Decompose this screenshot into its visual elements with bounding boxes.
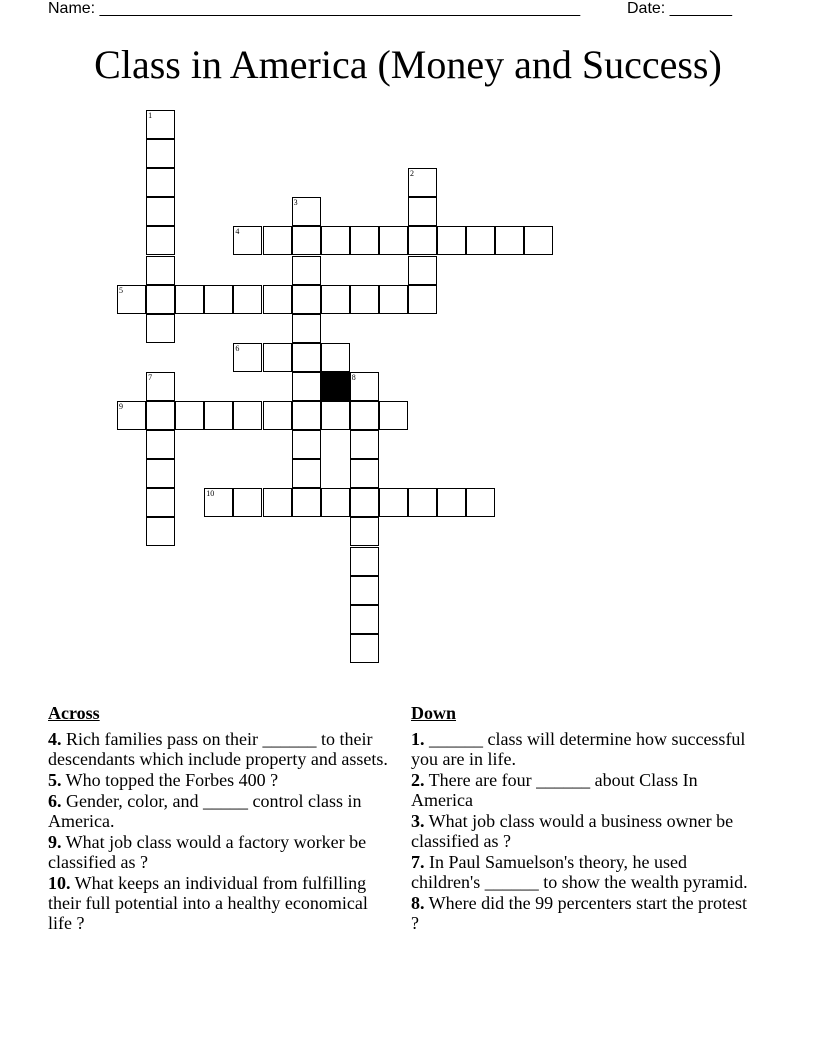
crossword-cell[interactable] — [204, 488, 233, 517]
crossword-cell[interactable] — [263, 285, 292, 314]
crossword-cell[interactable] — [263, 343, 292, 372]
crossword-cell[interactable] — [350, 401, 379, 430]
crossword-cell[interactable] — [350, 547, 379, 576]
clue-text: ______ class will determine how successful you are in life. — [411, 729, 746, 769]
crossword-cell[interactable] — [292, 488, 321, 517]
crossword-cell[interactable] — [292, 343, 321, 372]
crossword-cell[interactable] — [146, 168, 175, 197]
crossword-cell[interactable] — [350, 459, 379, 488]
crossword-cell[interactable] — [146, 226, 175, 255]
clue-text: In Paul Samuelson's theory, he used children's ______ to show the wealth pyramid. — [411, 852, 748, 892]
crossword-cell[interactable] — [321, 226, 350, 255]
clue-number-label: 1. — [411, 729, 425, 749]
date-field[interactable]: Date: _______ — [627, 0, 732, 17]
crossword-cell[interactable] — [146, 139, 175, 168]
across-clues — [48, 703, 396, 934]
crossword-cell[interactable] — [321, 343, 350, 372]
clue-text: Where did the 99 percenters start the protest ? — [411, 893, 748, 933]
clue-number: 8 — [351, 372, 356, 382]
crossword-cell[interactable] — [466, 488, 495, 517]
crossword-cell[interactable] — [379, 285, 408, 314]
clue-number-label: 5. — [48, 770, 62, 790]
crossword-cell[interactable] — [321, 401, 350, 430]
crossword-cell[interactable] — [408, 197, 437, 226]
clue-number-label: 10. — [48, 873, 71, 893]
crossword-cell[interactable] — [146, 256, 175, 285]
crossword-cell[interactable] — [146, 372, 175, 401]
crossword-cell[interactable] — [263, 488, 292, 517]
down-clue — [411, 770, 759, 810]
crossword-cell[interactable] — [408, 488, 437, 517]
across-heading: Across — [48, 703, 100, 723]
down-clue — [411, 811, 759, 851]
page-title: Class in America (Money and Success) — [94, 42, 722, 87]
across-clue — [48, 729, 396, 769]
clue-number-label: 8. — [411, 893, 425, 913]
crossword-cell[interactable] — [146, 314, 175, 343]
across-clue — [48, 791, 396, 831]
down-clue — [411, 893, 759, 933]
crossword-cell[interactable] — [233, 401, 262, 430]
crossword-cell[interactable] — [117, 285, 146, 314]
crossword-cell[interactable] — [233, 488, 262, 517]
clue-text: Rich families pass on their ______ to their descendants which include property and assets. — [48, 729, 388, 769]
crossword-cell[interactable] — [146, 401, 175, 430]
clue-number: 5 — [119, 285, 123, 295]
clue-text: What keeps an individual from fulfilling their full potential into a healthy economical life ? — [48, 873, 368, 933]
crossword-cell[interactable] — [233, 343, 262, 372]
crossword-cell[interactable] — [524, 226, 553, 255]
clue-number-label: 7. — [411, 852, 425, 872]
crossword-cell[interactable] — [175, 285, 204, 314]
crossword-cell[interactable] — [466, 226, 495, 255]
clue-number: 7 — [148, 372, 153, 382]
across-clue — [48, 832, 396, 872]
crossword-cell[interactable] — [350, 576, 379, 605]
crossword-cell[interactable] — [495, 226, 524, 255]
crossword-cell[interactable] — [146, 430, 175, 459]
across-clue — [48, 873, 396, 933]
down-clue — [411, 729, 759, 769]
crossword-cell[interactable] — [146, 285, 175, 314]
clue-number: 4 — [235, 227, 240, 237]
crossword-cell[interactable] — [321, 285, 350, 314]
crossword-cell[interactable] — [146, 488, 175, 517]
down-clue — [411, 852, 759, 892]
clue-number: 6 — [235, 343, 240, 353]
crossword-cell[interactable] — [233, 285, 262, 314]
down-heading: Down — [411, 703, 457, 723]
clue-number: 10 — [206, 489, 215, 499]
crossword-cell[interactable] — [233, 226, 262, 255]
crossword-cell[interactable] — [204, 401, 233, 430]
crossword-cell[interactable] — [350, 372, 379, 401]
crossword-cell[interactable] — [292, 197, 321, 226]
crossword-cell[interactable] — [350, 634, 379, 663]
crossword-cell[interactable] — [204, 285, 233, 314]
crossword-cell[interactable] — [350, 285, 379, 314]
clue-number: 2 — [410, 169, 414, 179]
crossword-cell[interactable] — [146, 459, 175, 488]
crossword-cell[interactable] — [408, 256, 437, 285]
crossword-cell[interactable] — [408, 285, 437, 314]
crossword-cell[interactable] — [146, 517, 175, 546]
crossword-cell[interactable] — [263, 226, 292, 255]
crossword-cell[interactable] — [408, 168, 437, 197]
crossword-cell[interactable] — [350, 517, 379, 546]
crossword-cell[interactable] — [408, 226, 437, 255]
crossword-cell[interactable] — [437, 226, 466, 255]
crossword-cell[interactable] — [292, 430, 321, 459]
crossword-cell[interactable] — [437, 488, 466, 517]
crossword-cell[interactable] — [292, 401, 321, 430]
clue-number-label: 3. — [411, 811, 425, 831]
crossword-cell[interactable] — [292, 314, 321, 343]
crossword-cell[interactable] — [292, 372, 321, 401]
clue-text: There are four ______ about Class In America — [411, 770, 698, 810]
clue-text: Who topped the Forbes 400 ? — [61, 770, 279, 790]
down-clues — [411, 703, 759, 934]
crossword-cell[interactable] — [292, 459, 321, 488]
crossword-cell[interactable] — [350, 430, 379, 459]
crossword-cell[interactable] — [379, 401, 408, 430]
clue-text: Gender, color, and _____ control class in America. — [48, 791, 362, 831]
crossword-cell[interactable] — [379, 226, 408, 255]
crossword-cell[interactable] — [263, 401, 292, 430]
clue-number: 9 — [119, 402, 123, 411]
black-cell — [321, 372, 350, 401]
clue-number-label: 9. — [48, 832, 62, 852]
across-clue — [48, 770, 396, 790]
crossword-cell[interactable] — [350, 605, 379, 634]
crossword-cell[interactable] — [292, 226, 321, 255]
clue-number: 1 — [148, 111, 153, 120]
clue-number-label: 2. — [411, 770, 425, 790]
clue-number-label: 6. — [48, 791, 62, 811]
crossword-cell[interactable] — [292, 285, 321, 314]
clue-number: 3 — [293, 198, 298, 208]
crossword-cell[interactable] — [321, 488, 350, 517]
clue-text: What job class would a business owner be classified as ? — [411, 811, 734, 851]
crossword-cell[interactable] — [379, 488, 408, 517]
clue-number-label: 4. — [48, 729, 62, 749]
crossword-cell[interactable] — [350, 226, 379, 255]
crossword-cell[interactable] — [350, 488, 379, 517]
crossword-cell[interactable] — [146, 110, 175, 139]
name-field[interactable]: Name: ______________________________________________________ — [48, 0, 581, 17]
crossword-cell[interactable] — [146, 197, 175, 226]
crossword-cell[interactable] — [117, 401, 146, 430]
crossword-cell[interactable] — [175, 401, 204, 430]
clue-text: What job class would a factory worker be classified as ? — [48, 832, 367, 872]
crossword-cell[interactable] — [292, 256, 321, 285]
